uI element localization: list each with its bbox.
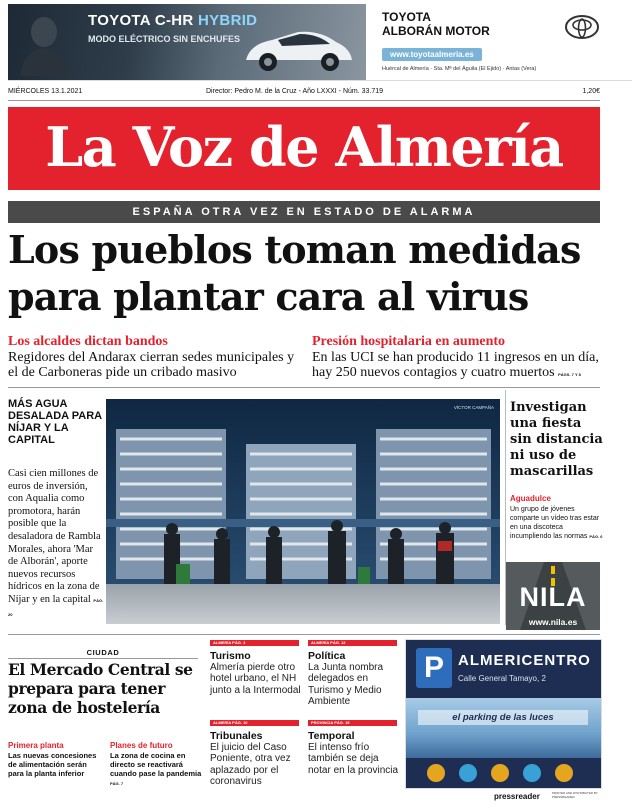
photo-credit: VÍCTOR CAMPAÑA (453, 405, 494, 410)
service-icons (406, 758, 601, 788)
page-ref: PÁG. 7 (110, 781, 124, 786)
toyota-ad-banner (8, 4, 366, 80)
brief-section-bar: ALMERÍA PÁG. 3 (210, 640, 299, 646)
brief-title-politics[interactable]: Política (308, 650, 346, 662)
newspaper-title: La Voz de Almería (45, 115, 563, 179)
parking-name: ALMERICENTRO (458, 652, 591, 669)
parking-p-icon: P (416, 648, 452, 688)
brief-section-bar: ALMERÍA PÁG. 12 (308, 640, 397, 646)
brief-title-weather[interactable]: Temporal (308, 730, 355, 742)
dateline (8, 86, 600, 101)
car-illustration (238, 22, 358, 74)
person-illustration (14, 10, 74, 76)
divider (8, 387, 600, 388)
ad-slogan: MODO ELÉCTRICO SIN ENCHUFES (88, 34, 241, 44)
desalination-headline[interactable]: MÁS AGUA DESALADA PARA NÍJAR Y LA CAPITAL (8, 398, 102, 446)
parking-ad-image (406, 698, 601, 758)
party-headline[interactable]: Investigan una fiesta sin distancia ni uso de mascarillas (510, 400, 603, 479)
main-headline[interactable] (8, 226, 608, 320)
page-ref: PÁG. 20 (8, 597, 104, 617)
ad-model-line (88, 12, 257, 29)
page-ref: PÁG. 6 (589, 534, 603, 539)
parking-advertisement[interactable] (405, 639, 602, 789)
parking-ad-icons (406, 758, 601, 788)
sub-text-hospital (312, 350, 602, 382)
ad-address: Huércal de Almería · Sta. Mª del Águila (El Ejido) · Antas (Vera) (382, 66, 537, 72)
issue-date: MIÉRCOLES 13.1.2021 (8, 88, 83, 95)
lead-kicker: ESPAÑA OTRA VEZ EN ESTADO DE ALARMA (8, 201, 600, 223)
sub-headline-hospital[interactable]: Presión hospitalaria en aumento (312, 334, 506, 349)
pressreader-footer (494, 790, 604, 808)
brief-section-bar: PROVINCIA PÁG. 15 (308, 720, 397, 726)
first-floor-title: Primera planta (8, 741, 64, 750)
parking-ad-header (406, 640, 601, 698)
sub-headline-mayors[interactable]: Los alcaldes dictan bandos (8, 334, 168, 349)
brief-text-politics: La Junta nombra delegados en Turismo y Medio Ambiente (308, 662, 384, 708)
headline-line-2: para plantar cara al virus (8, 274, 529, 319)
future-plans-body: La zona de cocina en directo se reactivará cuando pase la pandemia (110, 751, 202, 778)
future-plans-text (110, 751, 202, 788)
brief-title-courts[interactable]: Tribunales (210, 730, 263, 742)
sub-text-mayors: Regidores del Andarax cierran sedes municipales y el de Carboneras pide un cribado masivo (8, 350, 295, 380)
ad-brand-line-2: ALBORÁN MOTOR (382, 24, 490, 38)
ad-dealer-name (382, 10, 490, 38)
nila-advertisement[interactable] (506, 562, 600, 630)
first-floor-text: Las nuevas concesiones de alimentación serán para la planta inferior (8, 751, 97, 778)
toyota-logo-icon (564, 14, 600, 40)
divider (8, 658, 198, 659)
director-line: Director: Pedro M. de la Cruz - Año LXXXI - Núm. 33.719 (206, 88, 384, 95)
divider (8, 634, 600, 635)
ad-model-hybrid: HYBRID (198, 12, 258, 29)
top-advertisement[interactable] (8, 4, 632, 81)
nila-brand: NILA (519, 582, 587, 612)
masthead (8, 107, 600, 190)
brief-text-tourism: Almería pierde otro hotel urbano, el NH junto a la Intermodal (210, 662, 301, 696)
ad-model-name: TOYOTA C-HR (88, 12, 194, 29)
party-text (510, 505, 604, 541)
desalination-plant-photo[interactable] (106, 399, 500, 624)
parking-address: Calle General Tamayo, 2 (458, 674, 546, 683)
nila-url: www.nila.es (528, 617, 578, 627)
party-kicker: Aguadulce (510, 494, 551, 503)
brief-section-bar: ALMERÍA PÁG. 10 (210, 720, 299, 726)
party-body: Un grupo de jóvenes comparte un vídeo tras estar en una discoteca incumpliendo las normas (510, 506, 600, 540)
brief-text-weather: El intenso frío también se deja notar en la provincia (308, 742, 399, 776)
parking-slogan: el parking de las luces (418, 710, 588, 725)
headline-line-1: Los pueblos toman medidas (8, 227, 581, 272)
page-ref: PÁGS. 7 Y 8 (558, 372, 581, 377)
price: 1,20€ (582, 88, 600, 95)
plant-photo-illustration (106, 399, 500, 624)
brief-text-courts: El juicio del Caso Poniente, otra vez aplazado por el coronavirus (210, 742, 291, 788)
section-label-city: CIUDAD (86, 648, 120, 657)
sub-text-hospital-body: En las UCI se han producido 11 ingresos en un día, hay 250 nuevos contagios y cuatro muertos (312, 350, 599, 380)
future-plans-title: Planes de futuro (110, 741, 173, 750)
pressreader-logo: pressreader (494, 792, 540, 801)
market-headline[interactable]: El Mercado Central se prepara para tener zona de hostelería (8, 660, 193, 717)
ad-url-link[interactable]: www.toyotaalmeria.es (382, 48, 482, 61)
ad-brand-line-1: TOYOTA (382, 10, 431, 24)
brief-title-tourism[interactable]: Turismo (210, 650, 251, 662)
desalination-body: Casi cien millones de euros de inversión, con Aqualia como promotora, harán posible que la desaladora de Rambla Morales, ahora 'Mar de Alborán', aporte nuevos recursos hídricos en la zona de Níjar y en la capital (8, 468, 101, 605)
desalination-text (8, 468, 104, 621)
pressreader-note: PRINTED AND DISTRIBUTED BY PRESSREADER (552, 791, 598, 799)
